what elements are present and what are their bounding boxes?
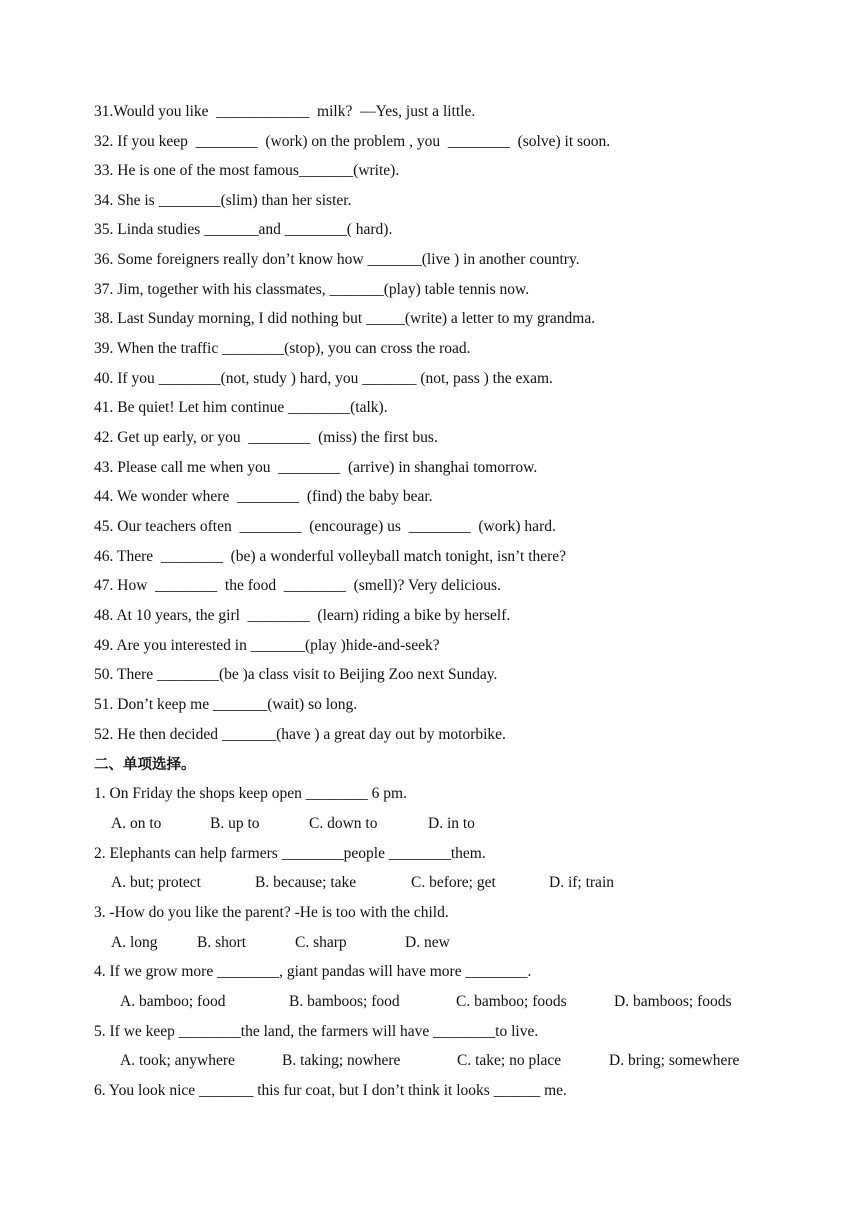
option-d: D. bamboos; foods [614, 993, 732, 1010]
fill-in-39: 39. When the traffic ________(stop), you can cross the road. [94, 340, 471, 357]
fill-in-47: 47. How ________ the food ________ (smell)? Very delicious. [94, 577, 501, 594]
fill-in-45: 45. Our teachers often ________ (encourage) us ________ (work) hard. [94, 518, 556, 535]
option-b: B. taking; nowhere [282, 1052, 401, 1069]
fill-in-46: 46. There ________ (be) a wonderful volleyball match tonight, isn’t there? [94, 548, 567, 565]
fill-in-50: 50. There ________(be )a class visit to Beijing Zoo next Sunday. [94, 666, 498, 683]
fill-in-31: 31.Would you like ____________ milk? —Yes, just a little. [94, 103, 476, 120]
option-a: A. bamboo; food [120, 993, 226, 1010]
fill-in-48: 48. At 10 years, the girl ________ (learn) riding a bike by herself. [94, 607, 511, 624]
option-c: C. bamboo; foods [456, 993, 567, 1010]
option-d: D. if; train [549, 874, 614, 891]
option-c: C. down to [309, 815, 378, 832]
fill-in-34: 34. She is ________(slim) than her sister. [94, 192, 352, 209]
option-c: C. before; get [411, 874, 496, 891]
option-c: C. take; no place [457, 1052, 562, 1069]
question-6: 6. You look nice _______ this fur coat, but I don’t think it looks ______ me. [94, 1082, 567, 1099]
option-d: D. new [405, 934, 450, 951]
option-a: A. but; protect [111, 874, 201, 891]
option-a: A. took; anywhere [120, 1052, 235, 1069]
question-4: 4. If we grow more ________, giant pandas will have more ________. [94, 963, 532, 980]
option-b: B. bamboos; food [289, 993, 400, 1010]
option-a: A. on to [111, 815, 162, 832]
fill-in-52: 52. He then decided _______(have ) a great day out by motorbike. [94, 726, 506, 743]
option-b: B. short [197, 934, 247, 951]
fill-in-42: 42. Get up early, or you ________ (miss) the first bus. [94, 429, 438, 446]
fill-in-51: 51. Don’t keep me _______(wait) so long. [94, 696, 358, 713]
fill-in-32: 32. If you keep ________ (work) on the problem , you ________ (solve) it soon. [94, 133, 611, 150]
fill-in-38: 38. Last Sunday morning, I did nothing but _____(write) a letter to my grandma. [94, 310, 596, 327]
option-c: C. sharp [295, 934, 347, 951]
fill-in-41: 41. Be quiet! Let him continue ________(talk). [94, 399, 388, 416]
option-a: A. long [111, 934, 158, 951]
option-b: B. because; take [255, 874, 357, 891]
fill-in-33: 33. He is one of the most famous_______(write). [94, 162, 400, 179]
option-b: B. up to [210, 815, 260, 832]
fill-in-43: 43. Please call me when you ________ (arrive) in shanghai tomorrow. [94, 459, 538, 476]
option-d: D. bring; somewhere [609, 1052, 740, 1069]
fill-in-44: 44. We wonder where ________ (find) the baby bear. [94, 488, 433, 505]
fill-in-36: 36. Some foreigners really don’t know how _______(live ) in another country. [94, 251, 580, 268]
fill-in-35: 35. Linda studies _______and ________( hard). [94, 221, 393, 238]
fill-in-37: 37. Jim, together with his classmates, _______(play) table tennis now. [94, 281, 530, 298]
question-2: 2. Elephants can help farmers ________people ________them. [94, 845, 486, 862]
fill-in-40: 40. If you ________(not, study ) hard, you _______ (not, pass ) the exam. [94, 370, 553, 387]
question-3: 3. -How do you like the parent? -He is too with the child. [94, 904, 449, 921]
question-5: 5. If we keep ________the land, the farmers will have ________to live. [94, 1023, 539, 1040]
section-heading: 二、单项选择。 [94, 757, 196, 773]
option-d: D. in to [428, 815, 475, 832]
question-1: 1. On Friday the shops keep open ________ 6 pm. [94, 785, 407, 802]
fill-in-49: 49. Are you interested in _______(play )hide-and-seek? [94, 637, 440, 654]
